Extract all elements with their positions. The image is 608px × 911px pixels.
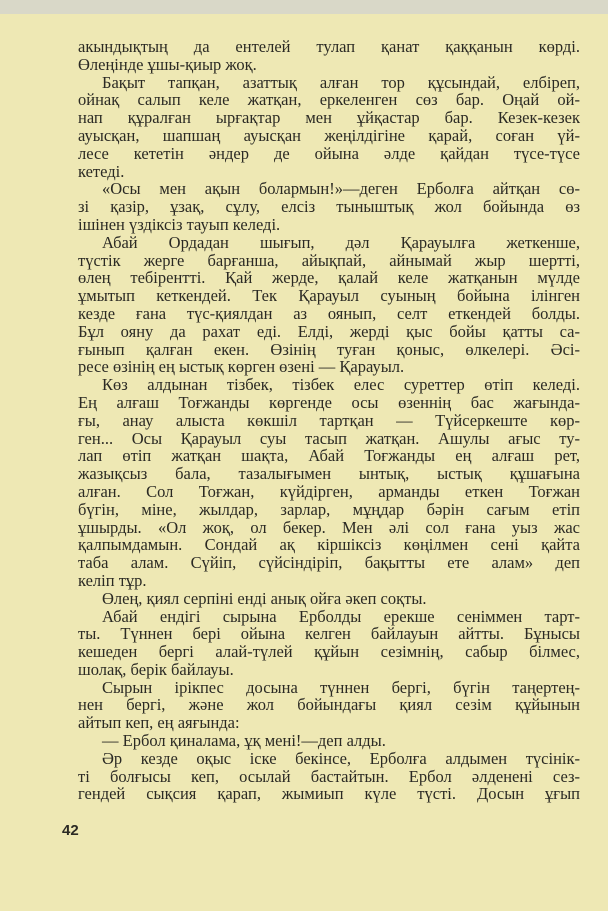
text-line: түстік жерге барғанша, айықпай, айнымай жыр шертті, bbox=[78, 250, 580, 270]
text-line: Сырын ірікпес досына түннен бергі, бүгін таңертең- bbox=[102, 677, 580, 697]
text-line: ген... Осы Қарауыл суы тасып жатқан. Ашулы ағыс ту- bbox=[78, 428, 580, 448]
text-line: ұшырды. «Ол жоқ, ол бекер. Мен әлі сол ғана уыз жас bbox=[78, 517, 580, 537]
text-line: алған. Сол Тоғжан, күйдірген, арманды еткен Тоғжан bbox=[78, 481, 580, 501]
text-line: өлең тебірентті. Қай жерде, қалай келе жатқанын мүлде bbox=[78, 268, 580, 288]
text-line: Абай ендігі сырына Ерболды ерекше сеніммен тарт- bbox=[102, 606, 580, 626]
page-number: 42 bbox=[62, 822, 79, 839]
text-line: Бақыт тапқан, азаттық алған тор құсындай, елбіреп, bbox=[102, 72, 580, 92]
text-line: зі қазір, ұзақ, сұлу, елсіз тыныштық жол бойында өз bbox=[78, 197, 580, 217]
text-line: ауысқан, шапшаң ауысқан жеңілдігіне қарай, соған үй- bbox=[78, 125, 580, 145]
text-line: Абай Ордадан шығып, дәл Қарауылға жеткенше, bbox=[102, 232, 580, 252]
text-line: ұмытып кеткендей. Тек Қарауыл суының бойына ілінген bbox=[78, 286, 580, 306]
text-line: жазықсыз бала, тазалығымен ынтық, ыстық құшағына bbox=[78, 464, 580, 484]
text-line: шолақ, берік байлауы. bbox=[78, 659, 234, 679]
text-line: ойнақ салып келе жатқан, еркеленген сөз бар. Оңай ой- bbox=[78, 90, 580, 110]
text-line: кетеді. bbox=[78, 161, 125, 181]
text-line: лап өтіп жатқан шақта, Абай Тоғжанды ең алғаш рет, bbox=[78, 446, 580, 466]
text-line: Ең алғаш Тоғжанды көргенде осы өзеннің бас жағында- bbox=[78, 392, 580, 412]
text-line: ты. Түннен бері ойына келген байлауын айтты. Бұнысы bbox=[78, 624, 580, 644]
text-line: ішінен үздіксіз тауып келеді. bbox=[78, 214, 281, 234]
scan-top-edge bbox=[0, 0, 608, 14]
text-line: нап құралған ырғақтар мен ұйқастар бар. Кезек-кезек bbox=[78, 108, 580, 128]
text-line: ті болғысы кеп, осылай бастайтын. Ербол әлденені сез- bbox=[78, 766, 580, 786]
text-line: Өлең, қиял серпіні енді анық ойға әкеп соқты. bbox=[102, 588, 427, 608]
text-line: ресе өзінің ең ыстық көрген өзені — Қарауыл. bbox=[78, 357, 405, 377]
text-line: Өлеңінде ұшы-қиыр жоқ. bbox=[78, 54, 257, 74]
text-line: кезде ғана түс-қиялдан аз оянып, селт еткендей болды. bbox=[78, 303, 580, 323]
text-line: қалпымдамын. Сондай ақ кіршіксіз көңілмен сені қайта bbox=[78, 535, 580, 555]
text-line: кешеден бергі алай-түлей құйын сезімнің, сабыр білмес, bbox=[78, 642, 580, 662]
text-line: айтып кеп, ең аяғында: bbox=[78, 713, 240, 733]
text-line: бүгін, міне, жылдар, зарлар, мұңдар бәрін сағым етіп bbox=[78, 499, 580, 519]
text-line: ғы, анау алыста көкшіл тартқан — Түйсеркеште көр- bbox=[78, 410, 580, 430]
text-line: — Ербол қиналама, ұқ мені!—деп алды. bbox=[102, 731, 386, 751]
text-line: лесе кететін әндер де ойына әлде қайдан түсе-түсе bbox=[78, 143, 580, 163]
text-line: келіп тұр. bbox=[78, 570, 147, 590]
text-line: гендей сықсия қарап, жымиып күле түсті. Досын ұғып bbox=[78, 784, 580, 804]
text-line: «Осы мен ақын болармын!»—деген Ерболға айтқан сө- bbox=[102, 179, 580, 199]
text-line: Көз алдынан тізбек, тізбек елес суреттер өтіп келеді. bbox=[102, 375, 580, 395]
text-line: Әр кезде оқыс іске бекінсе, Ерболға алдымен түсінік- bbox=[102, 748, 580, 768]
text-line: таба алам. Сүйіп, сүйсіндіріп, бақытты ете алам» деп bbox=[78, 553, 580, 573]
text-line: акындықтың да ентелей тулап қанат қаққанын көрді. bbox=[78, 37, 580, 56]
text-line: ғынып қалған екен. Өзінің туған қоныс, өлкелері. Әсі- bbox=[78, 339, 580, 359]
page-body-text bbox=[78, 38, 580, 803]
text-line: нен бергі, және жол бойындағы қиял сезім құйынын bbox=[78, 695, 580, 715]
text-line: Бұл ояну да рахат еді. Елді, жерді қыс бойы қатты са- bbox=[78, 321, 580, 341]
